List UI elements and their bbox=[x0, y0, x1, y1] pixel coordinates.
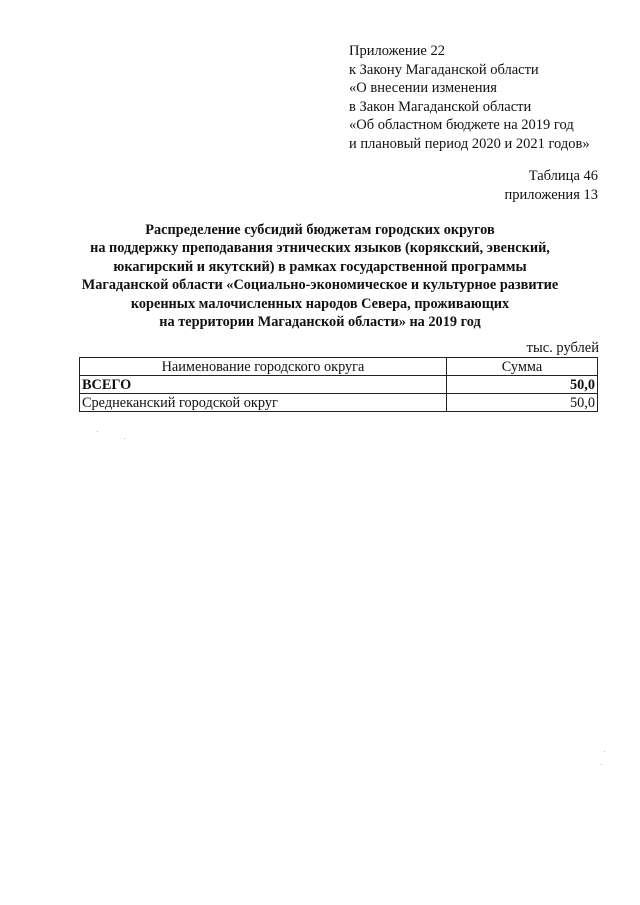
title-line: на территории Магаданской области» на 2019 год bbox=[159, 314, 481, 331]
column-header-name: Наименование городского округа bbox=[80, 358, 447, 376]
table-reference-line: Таблица 46 bbox=[528, 168, 598, 184]
row-name: Среднеканский городской округ bbox=[80, 394, 447, 412]
table-reference-line: приложения 13 bbox=[504, 186, 598, 203]
table-row bbox=[80, 394, 598, 412]
row-name: ВСЕГО bbox=[80, 376, 447, 394]
title-line: юкагирский и якутский) в рамках государственной программы bbox=[113, 258, 527, 275]
scan-speck bbox=[97, 431, 98, 432]
appendix-line: и плановый период 2020 и 2021 годов» bbox=[349, 135, 590, 152]
row-sum: 50,0 bbox=[447, 394, 598, 412]
units-label: тыс. рублей bbox=[526, 340, 599, 356]
appendix-block bbox=[349, 42, 590, 154]
appendix-line: «Об областном бюджете на 2019 год bbox=[349, 117, 574, 134]
scan-speck bbox=[604, 751, 605, 752]
scan-speck bbox=[601, 764, 602, 765]
appendix-line: Приложение 22 bbox=[349, 43, 445, 59]
title-line: на поддержку преподавания этнических языков (корякский, эвенский, bbox=[90, 240, 550, 257]
table-header-row bbox=[80, 358, 598, 376]
document-title bbox=[60, 221, 580, 331]
scan-speck bbox=[124, 438, 125, 439]
column-header-sum: Сумма bbox=[447, 358, 598, 376]
appendix-line: «О внесении изменения bbox=[349, 80, 497, 97]
row-sum: 50,0 bbox=[447, 376, 598, 394]
title-line: Распределение субсидий бюджетам городских округов bbox=[145, 222, 495, 238]
subsidy-table bbox=[79, 357, 598, 412]
appendix-line: в Закон Магаданской области bbox=[349, 98, 532, 115]
table-row-total bbox=[80, 376, 598, 394]
appendix-line: к Закону Магаданской области bbox=[349, 61, 539, 78]
title-line: Магаданской области «Социально-экономическое и культурное развитие bbox=[81, 277, 559, 294]
title-line: коренных малочисленных народов Севера, проживающих bbox=[130, 295, 510, 312]
table-reference bbox=[505, 167, 598, 204]
